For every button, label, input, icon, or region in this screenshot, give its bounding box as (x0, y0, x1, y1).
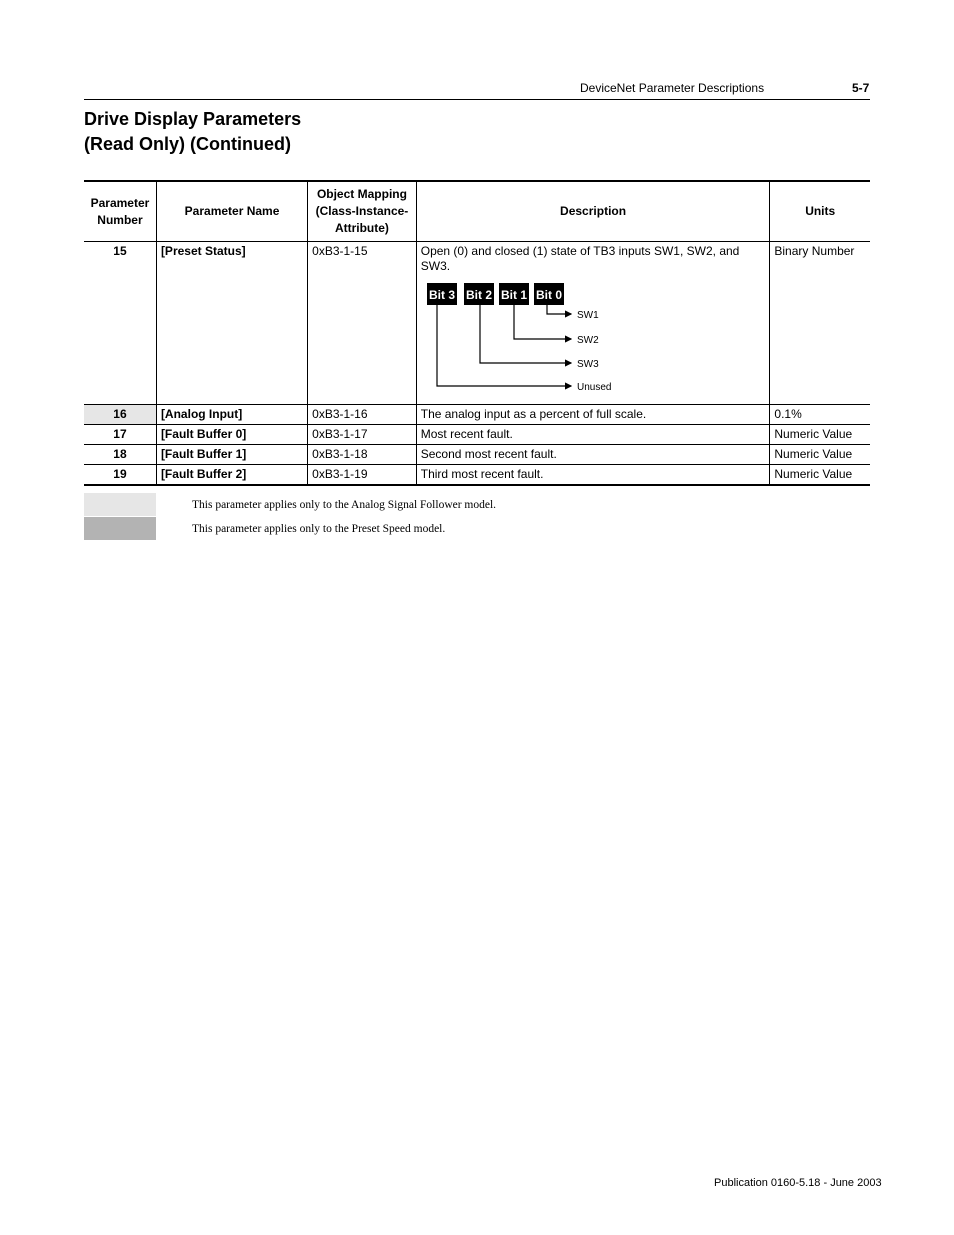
table-row (84, 425, 870, 445)
bit-0-label: Bit 0 (535, 288, 562, 302)
param-number: 15 (113, 244, 127, 258)
param-units: Binary Number (770, 242, 870, 405)
legend-text-analog: This parameter applies only to the Analog Signal Follower model. (192, 499, 497, 511)
param-name: [Fault Buffer 0] (156, 425, 307, 445)
bit-1-label: Bit 1 (500, 288, 527, 302)
section-title: DeviceNet Parameter Descriptions (580, 81, 765, 95)
legend-text-preset: This parameter applies only to the Preset Speed model. (192, 523, 446, 535)
col-header-mapping: Object Mapping (Class-Instance-Attribute) (308, 181, 417, 242)
parameter-table (84, 180, 870, 486)
col-header-units: Units (770, 181, 870, 242)
table-row (84, 445, 870, 465)
table-row (84, 242, 870, 405)
connector-bit-1 (514, 305, 571, 339)
param-name: [Analog Input] (156, 405, 307, 425)
param-units: Numeric Value (770, 445, 870, 465)
param-description: Third most recent fault. (416, 465, 770, 486)
param-name: [Preset Status] (156, 242, 307, 405)
connector-bit-0 (547, 305, 571, 314)
bit-2-label: Bit 2 (465, 288, 492, 302)
param-units: Numeric Value (770, 465, 870, 486)
col-header-name: Parameter Name (156, 181, 307, 242)
param-description (416, 242, 770, 405)
param-description: Most recent fault. (416, 425, 770, 445)
legend-swatch-preset (84, 517, 156, 540)
output-unused: Unused (576, 382, 612, 393)
table-row (84, 405, 870, 425)
param-description: Second most recent fault. (416, 445, 770, 465)
param-mapping: 0xB3-1-15 (308, 242, 417, 405)
param-units: 0.1% (770, 405, 870, 425)
bit-3-label: Bit 3 (428, 288, 455, 302)
param-name: [Fault Buffer 1] (156, 445, 307, 465)
param-mapping: 0xB3-1-16 (308, 405, 417, 425)
bit-diagram (421, 280, 621, 402)
param-mapping: 0xB3-1-19 (308, 465, 417, 486)
param-number: 18 (113, 447, 127, 461)
page-title-line-1: Drive Display Parameters (84, 109, 302, 129)
param-number: 19 (113, 467, 127, 481)
output-sw1: SW1 (576, 310, 599, 321)
page-title-line-2: (Read Only) (Continued) (84, 134, 291, 154)
header-divider (84, 99, 870, 100)
publication-footer: Publication 0160-5.18 - June 2003 (714, 1177, 882, 1189)
legend-swatch-analog (84, 493, 156, 516)
output-sw3: SW3 (576, 359, 599, 370)
table-header-row (84, 181, 870, 242)
col-header-description: Description (416, 181, 770, 242)
param-mapping: 0xB3-1-17 (308, 425, 417, 445)
output-sw2: SW2 (576, 335, 599, 346)
param-mapping: 0xB3-1-18 (308, 445, 417, 465)
param-number: 16 (84, 405, 156, 425)
param-name: [Fault Buffer 2] (156, 465, 307, 486)
param-description: The analog input as a percent of full scale. (416, 405, 770, 425)
param-number: 17 (113, 427, 127, 441)
description-text: Open (0) and closed (1) state of TB3 inputs SW1, SW2, and SW3. (420, 244, 740, 273)
param-units: Numeric Value (770, 425, 870, 445)
connector-bit-3 (437, 305, 571, 386)
table-row (84, 465, 870, 486)
col-header-number: Parameter Number (90, 195, 150, 227)
page-number: 5-7 (852, 81, 870, 95)
page-title (84, 107, 301, 157)
